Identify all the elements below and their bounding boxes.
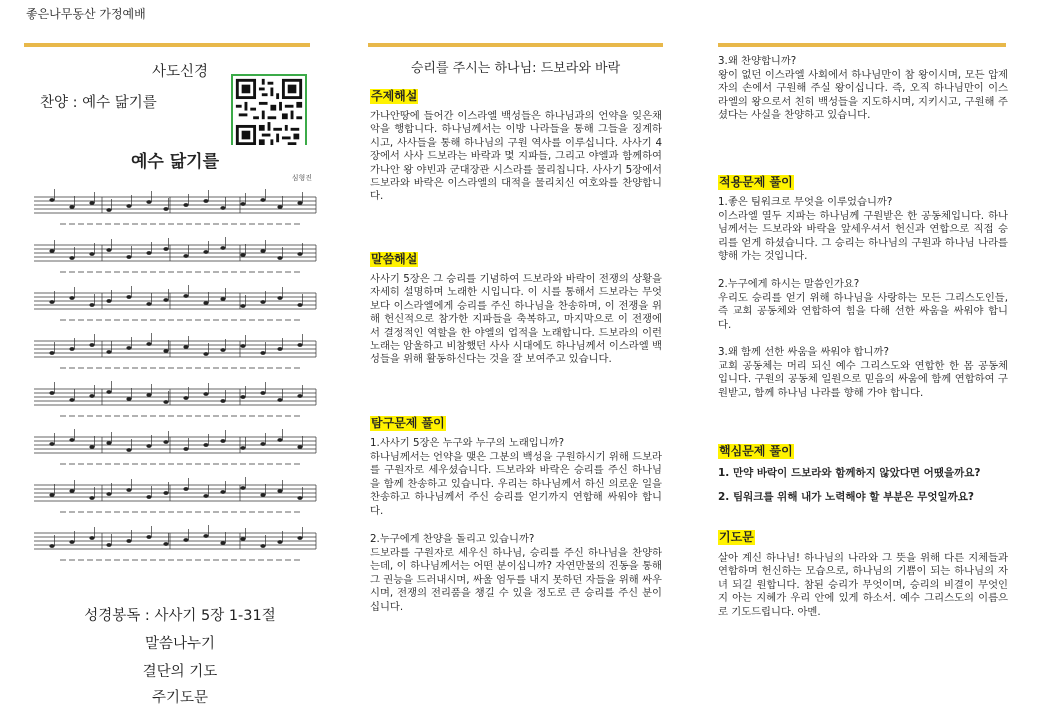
qr-code-icon bbox=[233, 76, 305, 148]
apply-question-2: 2.누구에게 하시는 말씀인가요? bbox=[718, 278, 860, 290]
prayer-heading-text: 기도문 bbox=[719, 530, 754, 544]
right-column-rule bbox=[718, 43, 1006, 47]
apply-answer-1: 이스라엘 열두 지파는 하나님께 구원받은 한 공동체입니다. 하나님께서는 드보라와 바락을 앞세우셔서 헌신과 연합으로 직접 승리를 얻게 하셨습니다. 그 승리는 하나님의 구원과 하나님 나라를 향해 가는 것입니다. bbox=[718, 210, 1008, 263]
reading-label: 성경봉독 : 사사기 5장 1-31절 bbox=[84, 608, 276, 624]
apply-question-3: 3.왜 함께 선한 싸움을 싸워야 합니까? bbox=[718, 346, 889, 358]
prayer-text: 살아 계신 하나님! 하나님의 나라와 그 뜻을 위해 다른 지체들과 연합하며 헌신하는 모습으로, 하나님의 기쁨이 되는 하나님의 자녀 되길 원합니다. 참된 승리가 무엇이며, 승리의 비결이 무엇인지 아는 지혜가 우리 안에 있게 하소서. 예수 그리스도의 이름으로 기도드립니다. 아멘. bbox=[718, 552, 1008, 618]
lesson-title: 승리를 주시는 하나님: 드보라와 바락 bbox=[410, 61, 621, 76]
word-heading bbox=[370, 248, 418, 267]
prayer-heading bbox=[718, 526, 755, 545]
explore-answer-1: 하나님께서는 언약을 맺은 그분의 백성을 구원하시기 위해 드보라를 구원자로 세우셨습니다. 드보라와 바락은 승리를 주신 하나님을 함께 찬송하고 있습니다. 우리는 하나님께서 하신 의로운 일을 찬송하고 하나님께서 주신 승리를 얻기까지 연합해 싸워야 합니다. bbox=[370, 451, 662, 517]
qr-code[interactable] bbox=[231, 74, 307, 150]
apply-heading bbox=[718, 171, 794, 190]
middle-column-rule bbox=[368, 43, 663, 47]
word-heading-text: 말씀해설 bbox=[371, 252, 418, 266]
apply-heading-text: 적용문제 풀이 bbox=[719, 175, 793, 189]
core-heading-text: 핵심문제 풀이 bbox=[719, 444, 793, 458]
core-question-1: 1. 만약 바락이 드보라와 함께하지 않았다면 어땠을까요? bbox=[718, 467, 981, 479]
left-column-rule bbox=[24, 43, 310, 47]
prayer-label: 결단의 기도 bbox=[142, 664, 218, 680]
hymn-label: 찬양 : 예수 닮기를 bbox=[40, 95, 157, 111]
theme-heading-text: 주제해설 bbox=[371, 89, 418, 103]
apply-answer-2: 우리도 승리를 얻기 위해 하나님을 사랑하는 모든 그리스도인들, 즉 교회 공동체와 연합하여 힘을 다해 선한 싸움을 싸워야 합니다. bbox=[718, 292, 1008, 331]
page-header-title: 좋은나무동산 가정예배 bbox=[26, 7, 146, 21]
explore-heading bbox=[370, 412, 446, 431]
apply-question-1: 1.좋은 팀워크로 무엇을 이루었습니까? bbox=[718, 196, 893, 208]
right-answer-3: 왕이 없던 이스라엘 사회에서 하나님만이 참 왕이시며, 모든 압제자의 손에서 구원해 주실 왕이십니다. 즉, 오직 하나님만이 이스라엘의 왕으로서 친히 백성들을 지도하시며, 지키시고, 구원해 주셨다는 사실을 찬양하고 있습니다. bbox=[718, 69, 1008, 122]
sheet-music-composer: 심형진 bbox=[291, 174, 312, 182]
core-question-2: 2. 팀워크를 위해 내가 노력해야 할 부분은 무엇일까요? bbox=[718, 491, 974, 503]
right-question-3: 3.왜 찬양합니까? bbox=[718, 55, 797, 67]
theme-heading bbox=[370, 85, 418, 104]
sheet-music-title: 예수 닮기를 bbox=[130, 152, 220, 172]
theme-text: 가나안땅에 들어간 이스라엘 백성들은 하나님과의 언약을 잊은채 악을 행합니다. 하나님께서는 이방 나라들을 통해 그들을 징계하시고, 사사들을 통해 하나님의 구원 역사를 이루십니다. 사사기 4장에서 사사 드보라는 바락과 몇 지파들, 그리고 야엘과 함께하여 가나안 왕 야빈과 군대장관 시스라를 물리칩니다. 사사기 5장에서 드보라와 바락은 이스라엘의 대적을 물리치신 여호와를 찬양합니다. bbox=[370, 110, 662, 203]
sharing-label: 말씀나누기 bbox=[144, 636, 216, 652]
word-text: 사사기 5장은 그 승리를 기념하여 드보라와 바락이 전쟁의 상황을 자세히 설명하며 노래한 시입니다. 이 시를 통해서 드보라는 무엇보다 이스라엘에게 승리를 주신 하나님을 찬송하며, 이 전쟁을 위해 헌신적으로 참가한 지파들을 축복하고, 마지막으로 이 전쟁에서 결정적인 역할을 한 야엘의 업적을 노래합니다. 드보라의 이런 노래는 암울하고 비참했던 사사 시대에도 하나님께서 이스라엘 백성들을 위해 활동하신다는 것을 잘 보여주고 있습니다. bbox=[370, 273, 662, 366]
creed-label: 사도신경 bbox=[151, 64, 209, 80]
sheet-music bbox=[30, 145, 320, 585]
apply-answer-3: 교회 공동체는 머리 되신 예수 그리스도와 연합한 한 몸 공동체 입니다. 구원의 공동체 일원으로 믿음의 싸움에 함께 연합하여 구원받고, 함께 하나님 나라를 향해 가야 합니다. bbox=[718, 360, 1008, 399]
explore-answer-2: 드보라를 구원자로 세우신 하나님, 승리를 주신 하나님을 찬양하는데, 이 하나님께서는 어떤 분이십니까? 자연만물의 진동을 통해 그 권능을 드러내시며, 싸울 엄두를 내지 못하던 자들을 위해 싸우시며, 전쟁의 전리품을 챙길 수 있을 정도로 큰 승리를 주신 분이십니다. bbox=[370, 547, 662, 613]
explore-heading-text: 탐구문제 풀이 bbox=[371, 416, 445, 430]
sheet-music-staves bbox=[30, 183, 320, 583]
explore-question-2: 2.누구에게 찬양을 돌리고 있습니까? bbox=[370, 533, 535, 545]
lords-prayer-label: 주기도문 bbox=[151, 690, 209, 706]
explore-question-1: 1.사사기 5장은 누구와 누구의 노래입니까? bbox=[370, 437, 565, 449]
core-heading bbox=[718, 440, 794, 459]
